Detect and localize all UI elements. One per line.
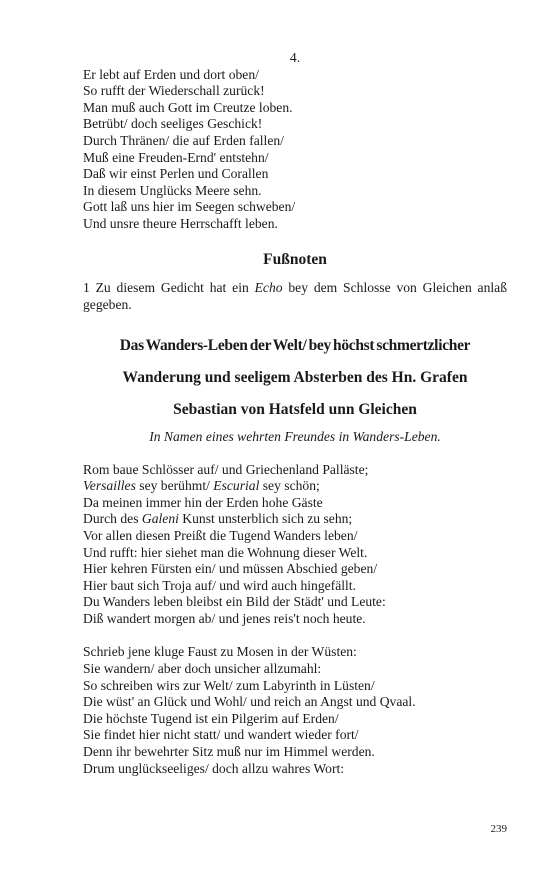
verse-line: Rom baue Schlösser auf/ und Griechenland Palläste; (83, 461, 369, 477)
verse-line: Da meinen immer hin der Erden hohe Gäste (83, 494, 323, 510)
verse-line: Durch Thränen/ die auf Erden fallen/ (83, 132, 284, 148)
verse-line: Und unsre theure Herrschafft leben. (83, 215, 278, 231)
page-number: 239 (490, 823, 507, 835)
poem-title-line-1: Das Wanders-Leben der Welt/ bey höchst schmertzlicher (119, 336, 471, 354)
verse-line: Die wüst' an Glück und Wohl/ und reich an Angst und Qvaal. (83, 694, 416, 710)
stanza-4 (83, 67, 507, 233)
verse-line: Und rufft: hier siehet man die Wohnung dieser Welt. (83, 544, 368, 560)
verse-line: Sie wandern/ aber doch unsicher allzumahl: (83, 661, 322, 677)
verse-text: sey berühmt/ (135, 478, 214, 494)
verse-emphasis: Versailles (83, 478, 136, 494)
verse-line: So schreiben wirs zur Welt/ zum Labyrinth in Lüsten/ (83, 677, 375, 693)
verse-text: Kunst unsterblich sich zu sehn; (178, 511, 353, 527)
poem-subtitle: In Namen eines wehrten Freundes in Wanders-Leben. (149, 428, 441, 444)
verse-line: Daß wir einst Perlen und Corallen (83, 166, 269, 182)
verse-line: Betrübt/ doch seeliges Geschick! (83, 116, 263, 132)
verse-text: Durch des (83, 511, 142, 527)
verse-line: Die höchste Tugend ist ein Pilgerim auf Erden/ (83, 710, 339, 726)
verse-line: Man muß auch Gott im Creutze loben. (83, 99, 293, 115)
poem-title-line-2: Wanderung und seeligem Absterben des Hn. Grafen (122, 368, 468, 386)
verse-line: In diesem Unglücks Meere sehn. (83, 182, 262, 198)
footnote-prefix: 1 Zu diesem Gedicht hat ein (83, 279, 249, 295)
footnote-emphasis: Echo (254, 279, 283, 295)
poem-title-line-3: Sebastian von Hatsfeld unn Gleichen (173, 400, 417, 418)
verse-emphasis: Galeni (141, 511, 179, 527)
stanza-1 (83, 462, 507, 628)
stanza-number: 4. (289, 50, 301, 65)
verse-line: Sie findet hier nicht statt/ und wandert wieder fort/ (83, 727, 359, 743)
page-body (83, 50, 507, 794)
verse-line: Denn ihr bewehrter Sitz muß nur im Himmel werden. (83, 744, 375, 760)
verse-line: Hier baut sich Troja auf/ und wird auch hingefällt. (83, 577, 356, 593)
verse-line: So rufft der Wiederschall zurück! (83, 83, 265, 99)
stanza-2 (83, 644, 507, 777)
verse-line: Vor allen diesen Preißt die Tugend Wanders leben/ (83, 527, 358, 543)
verse-line: Drum unglückseeliges/ doch allzu wahres Wort: (83, 760, 345, 776)
verse-line (83, 478, 507, 495)
verse-line: Schrieb jene kluge Faust zu Mosen in der Wüsten: (83, 644, 357, 660)
footnote-suffix: bey dem Schlosse von Gleichen anlaß gegeben. (83, 279, 507, 312)
verse-text: sey schön; (259, 478, 320, 494)
footnotes-heading: Fußnoten (263, 250, 327, 268)
verse-line (83, 511, 507, 528)
verse-line: Er lebt auf Erden und dort oben/ (83, 66, 259, 82)
verse-line: Hier kehren Fürsten ein/ und müssen Abschied geben/ (83, 561, 378, 577)
verse-line: Du Wanders leben bleibst ein Bild der Städt' und Leute: (83, 594, 386, 610)
verse-line: Gott laß uns hier im Seegen schweben/ (83, 199, 296, 215)
verse-emphasis: Escurial (213, 478, 260, 494)
verse-line: Diß wandert morgen ab/ und jenes reis't noch heute. (83, 610, 366, 626)
footnote-text (83, 279, 507, 313)
verse-line: Muß eine Freuden-Ernd' entstehn/ (83, 149, 269, 165)
